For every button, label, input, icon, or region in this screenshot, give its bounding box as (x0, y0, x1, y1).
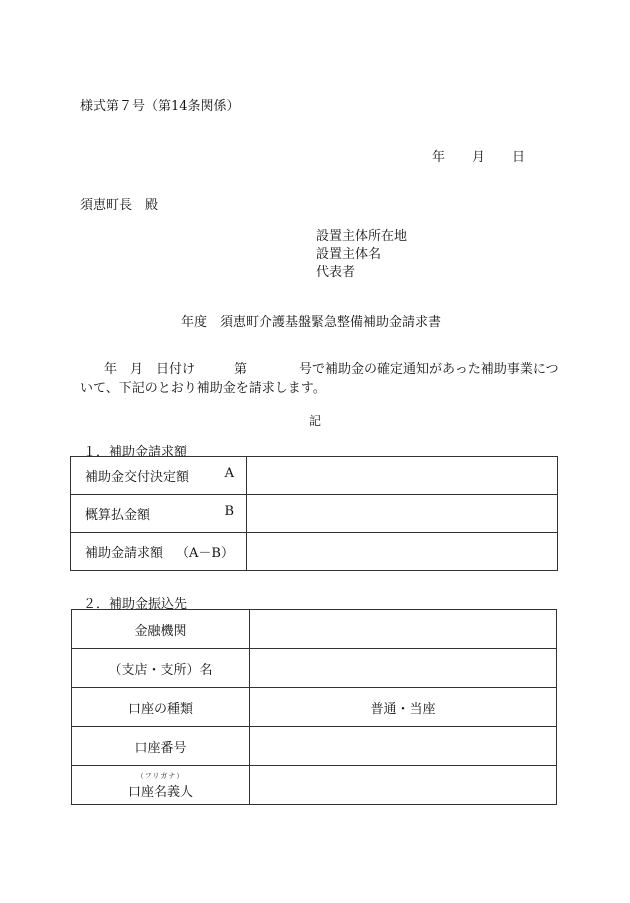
row-label: 口座の種類 (72, 688, 250, 727)
table-row (72, 727, 557, 766)
account-holder-field[interactable] (250, 766, 557, 805)
date-line (432, 146, 525, 165)
row-code: （A－B） (176, 546, 234, 561)
document-title: 年度 須恵町介護基盤緊急整備補助金請求書 (181, 315, 442, 330)
branch-name-field[interactable] (250, 649, 557, 688)
row-label: 概算払金額 (85, 508, 151, 523)
body-text: 年 月 日付け 第 号で補助金の確定通知があった補助事業について、下記のとおり補助金を請求します。 (80, 362, 559, 396)
claim-amount-field[interactable] (247, 533, 558, 571)
claim-amount-table (70, 456, 558, 571)
form-number: 様式第７号（第14条関係） (80, 99, 240, 114)
section1-heading: １．補助金請求額 (83, 445, 188, 460)
date-year: 年 (432, 150, 446, 165)
row-label: 金融機関 (72, 610, 250, 649)
financial-institution-field[interactable] (250, 610, 557, 649)
row-label: 口座名義人 (127, 785, 193, 800)
addressee: 須恵町長 殿 (80, 198, 159, 213)
table-label-cell (71, 495, 247, 533)
applicant-location-label: 設置主体所在地 (316, 229, 408, 244)
table-row (71, 533, 558, 571)
table-row (71, 457, 558, 495)
advance-payment-amount-field[interactable] (247, 495, 558, 533)
date-day: 日 (512, 150, 526, 165)
furigana-label: （フリガナ） (136, 772, 185, 780)
applicant-name-label: 設置主体名 (316, 247, 382, 262)
table-row (72, 688, 557, 727)
table-row (72, 649, 557, 688)
account-type-field[interactable]: 普通・当座 (250, 688, 557, 727)
table-label-cell (71, 533, 247, 571)
date-month: 月 (472, 150, 486, 165)
table-row (72, 610, 557, 649)
applicant-representative-label: 代表者 (316, 265, 356, 280)
table-label-cell (72, 766, 250, 805)
row-label: 補助金請求額 (85, 546, 164, 561)
applicant-block (316, 228, 407, 282)
row-code: B (224, 504, 234, 519)
record-label: 記 (309, 414, 322, 428)
row-label: 口座番号 (72, 727, 250, 766)
grant-decision-amount-field[interactable] (247, 457, 558, 495)
row-code: A (224, 466, 234, 481)
table-label-cell (71, 457, 247, 495)
row-label: （支店・支所）名 (72, 649, 250, 688)
table-row (71, 495, 558, 533)
bank-transfer-table (71, 609, 557, 805)
row-label: 補助金交付決定額 (85, 470, 190, 485)
table-row (72, 766, 557, 805)
account-number-field[interactable] (250, 727, 557, 766)
section2-heading: ２．補助金振込先 (83, 597, 188, 612)
